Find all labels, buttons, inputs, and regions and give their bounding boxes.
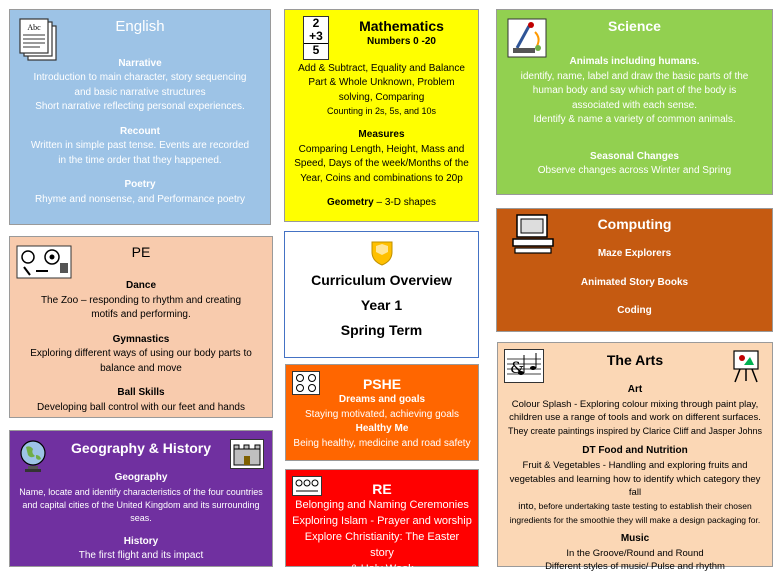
overview-term: Spring Term <box>340 322 423 338</box>
english-recount-text-1: Written in simple past tense. Events are recorded <box>30 140 250 151</box>
geohist-history-heading: History <box>123 535 159 547</box>
english-title: English <box>115 18 165 35</box>
maths-text-2: Part & Whole Unknown, Problem <box>308 77 455 89</box>
english-recount-heading: Recount <box>120 125 160 137</box>
geohist-geography-heading: Geography <box>114 472 168 484</box>
geohist-history-text-1: The first flight and its impact <box>78 550 204 562</box>
abc-document-icon <box>18 18 60 64</box>
pe-title: PE <box>131 244 151 260</box>
arts-dt-heading: DT Food and Nutrition <box>582 445 688 457</box>
science-seasonal-text-1: Observe changes across Winter and Spring <box>537 165 732 177</box>
computing-panel <box>496 208 773 332</box>
pshe-panel <box>285 364 479 461</box>
pe-gymnastics-text-2: balance and move <box>100 362 182 374</box>
pe-panel <box>9 236 273 418</box>
science-seasonal-heading: Seasonal Changes <box>590 150 679 162</box>
pshe-healthy-text-1: Being healthy, medicine and road safety <box>293 437 471 449</box>
pe-ball-text-1: Developing ball control with our feet and hands <box>37 401 245 413</box>
maths-geometry-text: – 3-D shapes <box>373 197 436 209</box>
science-animals-text-3: associated with each sense. <box>571 99 698 111</box>
people-faces-icon <box>292 371 320 395</box>
english-narrative-heading: Narrative <box>118 57 162 69</box>
english-poetry-text-1: Rhyme and nonsense, and Performance poetry <box>34 193 246 205</box>
pshe-title: PSHE <box>362 376 402 392</box>
pe-dance-text-1: The Zoo – responding to rhythm and creating <box>40 294 242 306</box>
english-panel <box>9 9 271 225</box>
pe-gymnastics-text-1: Exploring different ways of using our body parts to <box>30 348 252 360</box>
arts-art-text-1: Colour Splash - Exploring colour mixing through paint play, <box>511 398 759 410</box>
science-animals-text-4: Identify & name a variety of common animals. <box>533 114 736 126</box>
easel-icon <box>730 349 762 383</box>
arts-dt-text-1: Fruit & Vegetables - Handling and exploring fruits and <box>522 459 748 471</box>
arts-dt-text-4: ingredients for the smoothie they will make a design packaging for. <box>509 514 761 525</box>
maths-text-1: Add & Subtract, Equality and Balance <box>298 62 465 74</box>
english-poetry-heading: Poetry <box>124 179 156 190</box>
pshe-dreams-text-1: Staying motivated, achieving goals <box>305 408 459 420</box>
maths-measures-text-1: Comparing Length, Height, Mass and <box>298 143 465 155</box>
sports-equipment-icon <box>16 245 72 279</box>
computing-item-1: Maze Explorers <box>597 248 672 260</box>
re-text-1: Belonging and Naming Ceremonies <box>295 499 469 512</box>
science-panel <box>496 9 773 195</box>
maths-subtitle: Numbers 0 -20 <box>367 36 436 48</box>
svg-text:&: & <box>510 358 525 377</box>
overview-panel <box>284 231 479 358</box>
maths-geometry-heading: Geometry <box>327 197 374 209</box>
computing-title: Computing <box>597 216 672 232</box>
maths-text-4: Counting in 2s, 5s, and 10s <box>326 106 437 117</box>
geohist-title: Geography & History <box>70 440 212 456</box>
science-title: Science <box>608 18 661 34</box>
maths-panel <box>284 9 479 222</box>
people-faces-icon <box>292 476 322 496</box>
music-notes-icon <box>504 349 544 383</box>
science-animals-heading: Animals including humans. <box>569 56 700 68</box>
maths-geometry <box>291 196 472 211</box>
science-animals-text-2: human body and say which part of the body is <box>532 85 737 97</box>
computer-icon <box>511 213 555 255</box>
microscope-icon <box>507 18 547 58</box>
computing-item-3: Coding <box>617 305 652 317</box>
arts-music-heading: Music <box>620 533 650 545</box>
arts-dt-text-2: vegetables and learning how to identify which category they fall <box>509 473 761 499</box>
globe-icon <box>18 439 48 473</box>
re-text-3: Explore Christianity: The Easter story <box>304 531 460 559</box>
arts-panel <box>497 342 773 573</box>
maths-measures-text-3: Year, Coins and combinations to 20p <box>300 172 463 184</box>
geohist-geography-text-2: and capital cities of the United Kingdom and its surrounding <box>22 499 260 510</box>
pe-gymnastics-heading: Gymnastics <box>112 333 170 345</box>
overview-title: Curriculum Overview <box>311 272 452 288</box>
maths-title: Mathematics <box>359 18 444 34</box>
computing-item-2: Animated Story Books <box>580 276 689 288</box>
school-shield-icon <box>370 240 394 266</box>
arts-title: The Arts <box>606 352 664 368</box>
maths-measures-heading: Measures <box>358 129 405 141</box>
re-panel <box>285 469 479 575</box>
svg-text:Abc: Abc <box>27 23 41 32</box>
arts-music-text-1: In the Groove/Round and Round <box>566 547 704 559</box>
science-animals-text-1: identify, name, label and draw the basic parts of the <box>520 70 749 82</box>
pe-dance-text-2: motifs and performing. <box>91 309 191 321</box>
geohist-geography-text-1: Name, locate and identify characteristics of the four countries <box>19 486 263 497</box>
re-text-4: & Holy Week <box>350 562 414 575</box>
arts-art-heading: Art <box>627 384 643 396</box>
arts-art-text-2: children use a range of tools and work on different surfaces. <box>509 412 761 424</box>
geohist-geography-text-3: seas. <box>130 512 152 523</box>
english-narrative-text-3: Short narrative reflecting personal experiences. <box>35 101 245 112</box>
pshe-healthy-heading: Healthy Me <box>355 423 409 435</box>
english-narrative-text-1: Introduction to main character, story sequencing <box>33 72 247 83</box>
english-narrative-text-2: and basic narrative structures <box>74 86 206 98</box>
pe-ball-heading: Ball Skills <box>117 387 165 399</box>
re-text-2: Exploring Islam - Prayer and worship <box>292 515 472 528</box>
arts-music-text-2: Different styles of music/ Pulse and rhythm <box>545 561 725 573</box>
arts-art-text-3: They create paintings inspired by Clarice Cliff and Jasper Johns <box>508 426 762 437</box>
overview-year: Year 1 <box>360 297 403 313</box>
english-recount-text-2: in the time order that they happened. <box>58 154 222 166</box>
re-title: RE <box>372 481 392 497</box>
maths-measures-text-2: Speed, Days of the week/Months of the <box>294 158 469 170</box>
arts-dt-text-3: into, before undertaking taste testing to establish their chosen <box>518 501 752 513</box>
sum-card-icon: 2 +3 5 <box>303 16 329 60</box>
castle-icon <box>230 439 264 469</box>
pe-dance-heading: Dance <box>125 280 156 292</box>
maths-text-3: solving, Comparing <box>338 91 425 103</box>
pshe-dreams-heading: Dreams and goals <box>338 394 426 406</box>
geohist-panel <box>9 430 273 567</box>
